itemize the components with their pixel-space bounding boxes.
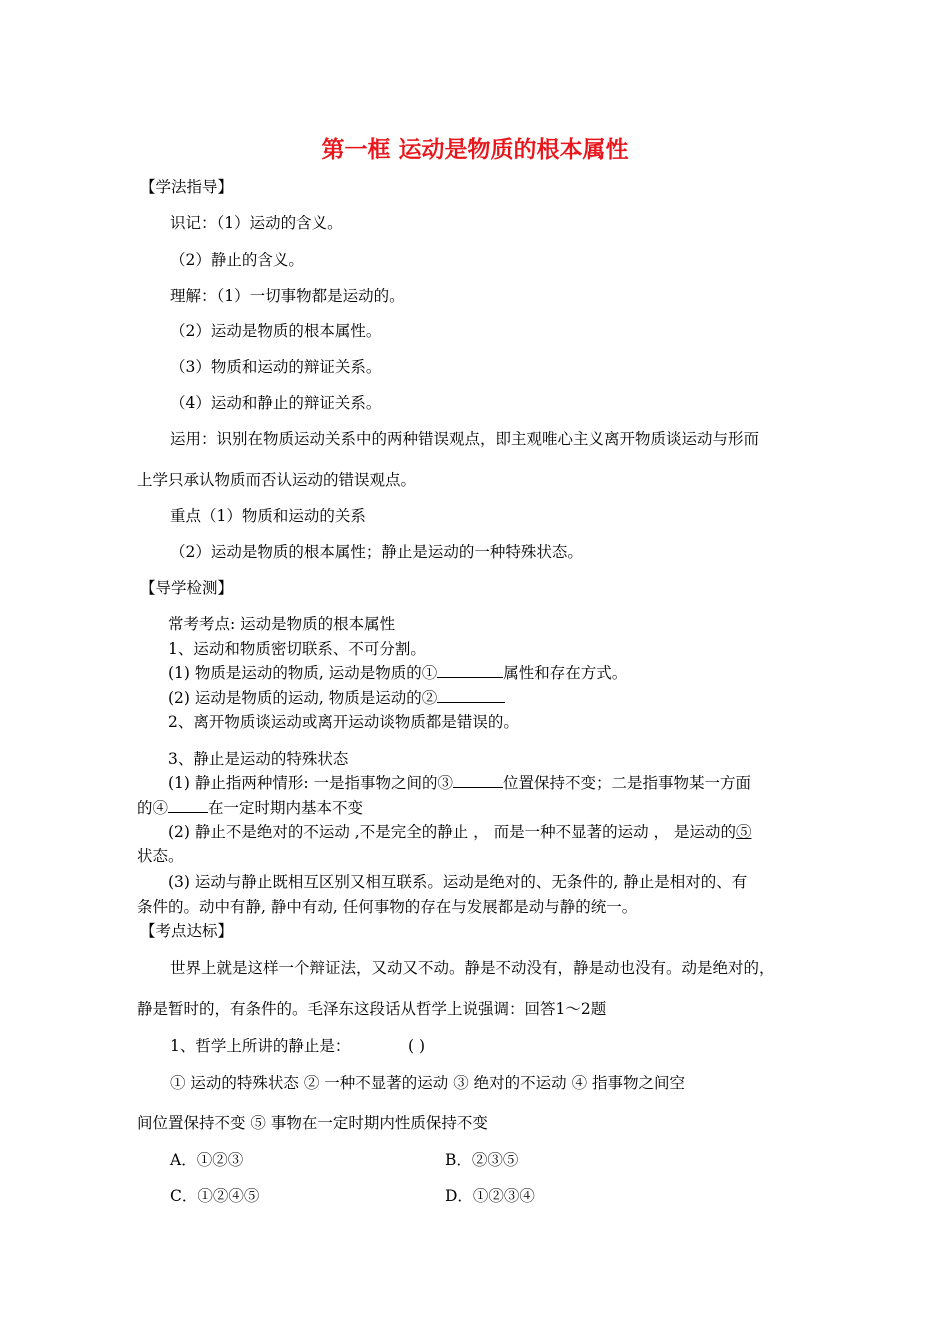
option-a: A．①②③: [170, 1151, 244, 1169]
answer-blank: [168, 798, 208, 813]
text-segment: (2) 静止不是绝对的不运动 ,不是完全的静止 ， 而是一种不显著的运动 ， 是运动的: [168, 823, 736, 841]
text-line: 静是暂时的，有条件的。毛泽东这段话从哲学上说强调：回答1～2题: [137, 1000, 607, 1018]
page-title: 第一框 运动是物质的根本属性: [321, 137, 629, 163]
text-line: 状态。: [137, 847, 184, 865]
option-d: D．①②③④: [445, 1187, 535, 1205]
text-segment: 位置保持不变；二是指事物某一方面: [503, 774, 752, 792]
question-stem: 1、哲学上所讲的静止是：: [170, 1037, 351, 1055]
fill-blank-line: [168, 688, 505, 708]
text-line: ① 运动的特殊状态 ② 一种不显著的运动 ③ 绝对的不运动 ④ 指事物之间空: [170, 1074, 685, 1092]
fill-blank-line: [137, 798, 363, 818]
text-segment: 属性和存在方式。: [503, 664, 628, 682]
answer-blank: [437, 688, 505, 703]
text-segment: (1) 物质是运动的物质, 运动是物质的①: [168, 664, 438, 682]
text-line: 1、运动和物质密切联系、不可分割。: [168, 640, 426, 658]
text-line: （2）静止的含义。: [170, 251, 304, 269]
text-line: 运用：识别在物质运动关系中的两种错误观点，即主观唯心主义离开物质谈运动与形而: [170, 430, 760, 448]
text-line: 世界上就是这样一个辩证法，又动又不动。静是不动没有，静是动也没有。动是绝对的，: [170, 959, 775, 977]
text-line: 上学只承认物质而否认运动的错误观点。: [137, 471, 417, 489]
text-segment: 在一定时期内基本不变: [208, 799, 364, 817]
fill-blank-line: [168, 773, 751, 793]
text-segment: 的④: [137, 799, 169, 817]
text-line: （2）运动是物质的根本属性；静止是运动的一种特殊状态。: [170, 543, 583, 561]
text-line: 识记：（1）运动的含义。: [170, 214, 343, 232]
fill-blank-line: [168, 663, 627, 683]
answer-marker: ⑤: [735, 823, 752, 841]
section-heading-study-guide: 【学法指导】: [140, 178, 234, 196]
section-heading-guided-check: 【导学检测】: [140, 579, 234, 597]
text-line: 3、静止是运动的特殊状态: [168, 750, 349, 768]
section-heading-exam-points: 【考点达标】: [140, 922, 234, 940]
text-line: 条件的。动中有静, 静中有动, 任何事物的存在与发展都是动与静的统一。: [137, 898, 638, 916]
text-line: （3）物质和运动的辩证关系。: [170, 358, 382, 376]
text-segment: (1) 静止指两种情形: 一是指事物之间的③: [168, 774, 454, 792]
text-segment: (2) 运动是物质的运动, 物质是运动的②: [168, 689, 438, 707]
text-line: (3) 运动与静止既相互区别又相互联系。运动是绝对的、无条件的, 静止是相对的、有: [168, 873, 748, 891]
text-line: [168, 822, 751, 842]
answer-blank: [437, 663, 503, 678]
text-line: 2、离开物质谈运动或离开运动谈物质都是错误的。: [168, 713, 519, 731]
option-b: B．②③⑤: [445, 1151, 519, 1169]
text-line: 间位置保持不变 ⑤ 事物在一定时期内性质保持不变: [137, 1114, 488, 1132]
text-line: 重点（1）物质和运动的关系: [170, 507, 366, 525]
answer-parentheses: ( ): [408, 1037, 426, 1055]
text-line: （2）运动是物质的根本属性。: [170, 322, 382, 340]
option-c: C．①②④⑤: [170, 1187, 260, 1205]
text-line: 理解：（1）一切事物都是运动的。: [170, 287, 405, 305]
answer-blank: [453, 773, 503, 788]
text-line: 常考考点: 运动是物质的根本属性: [168, 615, 396, 633]
text-line: （4）运动和静止的辩证关系。: [170, 394, 382, 412]
